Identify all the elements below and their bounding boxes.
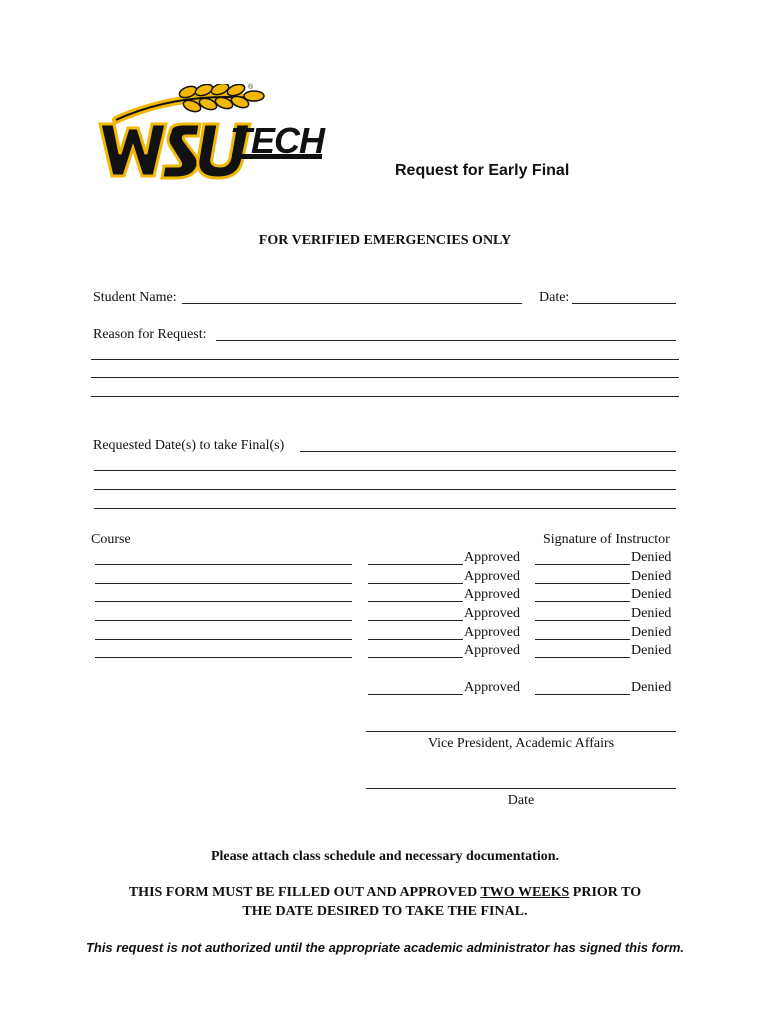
- requested-dates-field-line-1[interactable]: [300, 451, 676, 452]
- logo-tech-wordmark: TECH: [230, 120, 324, 161]
- course-field-5[interactable]: [95, 639, 352, 640]
- approved-sign-4[interactable]: [368, 620, 463, 621]
- requested-dates-label: Requested Date(s) to take Final(s): [93, 438, 285, 453]
- vp-approved-sign[interactable]: [368, 694, 463, 695]
- reason-label: Reason for Request:: [93, 327, 207, 342]
- denied-label: Denied: [631, 587, 672, 602]
- vp-approved-label: Approved: [464, 680, 520, 695]
- requested-dates-field-line-3[interactable]: [94, 489, 676, 490]
- vp-date-field[interactable]: [366, 788, 676, 789]
- vp-denied-sign[interactable]: [535, 694, 630, 695]
- form-subtitle: FOR VERIFIED EMERGENCIES ONLY: [258, 233, 512, 248]
- denied-label: Denied: [631, 550, 672, 565]
- course-header: Course: [91, 532, 131, 547]
- reason-field-line-4[interactable]: [91, 396, 679, 397]
- reason-field-line-2[interactable]: [91, 359, 679, 360]
- requested-dates-field-line-2[interactable]: [94, 470, 676, 471]
- course-field-1[interactable]: [95, 564, 352, 565]
- denied-sign-2[interactable]: [535, 583, 630, 584]
- approved-label: Approved: [464, 587, 520, 602]
- approved-sign-5[interactable]: [368, 639, 463, 640]
- form-title: Request for Early Final: [395, 162, 570, 179]
- denied-label: Denied: [631, 569, 672, 584]
- reason-field-line-3[interactable]: [91, 377, 679, 378]
- approved-label: Approved: [464, 550, 520, 565]
- approved-label: Approved: [464, 606, 520, 621]
- denied-sign-5[interactable]: [535, 639, 630, 640]
- approved-label: Approved: [464, 625, 520, 640]
- date-field[interactable]: [572, 303, 676, 304]
- course-field-4[interactable]: [95, 620, 352, 621]
- student-name-field[interactable]: [182, 303, 522, 304]
- denied-sign-4[interactable]: [535, 620, 630, 621]
- requested-dates-field-line-4[interactable]: [94, 508, 676, 509]
- approved-sign-1[interactable]: [368, 564, 463, 565]
- deadline-line-2: THE DATE DESIRED TO TAKE THE FINAL.: [242, 904, 528, 919]
- course-field-3[interactable]: [95, 601, 352, 602]
- deadline-text-post: PRIOR TO: [569, 885, 642, 900]
- approved-sign-6[interactable]: [368, 657, 463, 658]
- vp-denied-label: Denied: [631, 680, 672, 695]
- reason-field-line-1[interactable]: [216, 340, 676, 341]
- denied-label: Denied: [631, 643, 672, 658]
- vp-date-caption: Date: [507, 793, 535, 808]
- approved-label: Approved: [464, 569, 520, 584]
- course-field-2[interactable]: [95, 583, 352, 584]
- deadline-text-pre: THIS FORM MUST BE FILLED OUT AND APPROVED: [128, 885, 481, 900]
- date-label: Date:: [539, 290, 570, 305]
- student-name-label: Student Name:: [93, 290, 177, 305]
- denied-label: Denied: [631, 606, 672, 621]
- denied-sign-1[interactable]: [535, 564, 630, 565]
- course-field-6[interactable]: [95, 657, 352, 658]
- vp-caption: Vice President, Academic Affairs: [427, 736, 615, 751]
- authorization-note: This request is not authorized until the appropriate academic administrator has signed this form.: [85, 940, 685, 955]
- signature-header: Signature of Instructor: [543, 532, 670, 547]
- attach-note: Please attach class schedule and necessary documentation.: [210, 849, 560, 864]
- denied-sign-6[interactable]: [535, 657, 630, 658]
- wsu-tech-logo: [96, 84, 326, 184]
- deadline-line-1: [0, 885, 770, 901]
- approved-sign-3[interactable]: [368, 601, 463, 602]
- vp-signature-field[interactable]: [366, 731, 676, 732]
- approved-sign-2[interactable]: [368, 583, 463, 584]
- denied-label: Denied: [631, 625, 672, 640]
- deadline-text-emph: TWO WEEKS: [480, 885, 570, 900]
- registered-mark: ®: [248, 84, 254, 91]
- denied-sign-3[interactable]: [535, 601, 630, 602]
- approved-label: Approved: [464, 643, 520, 658]
